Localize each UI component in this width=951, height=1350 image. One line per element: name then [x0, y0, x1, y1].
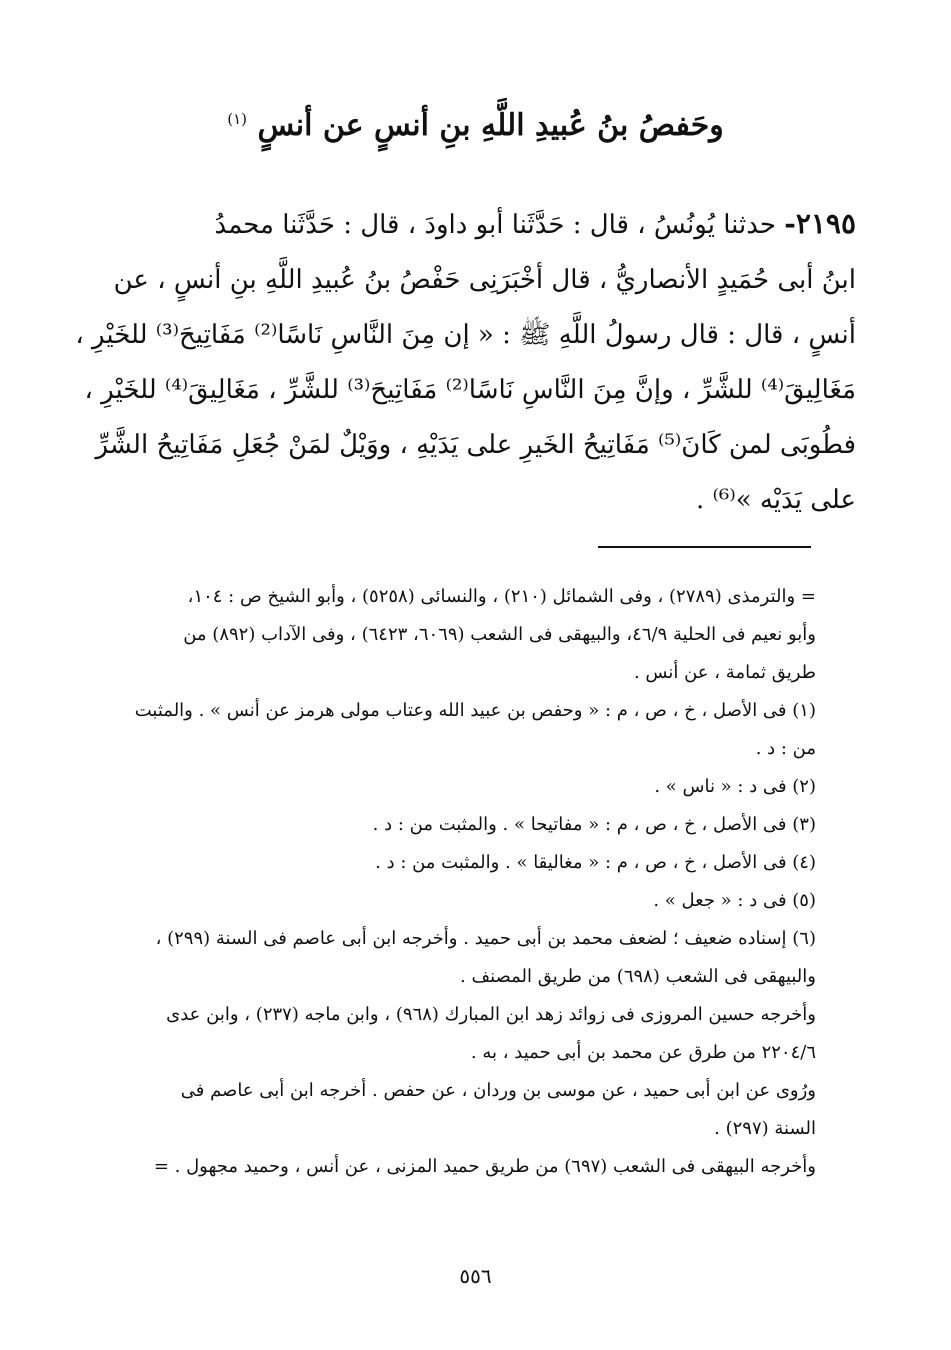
page-number: ٥٥٦ [459, 1264, 492, 1288]
heading-footnote-ref: (١) [227, 110, 248, 128]
footnote-line: = والترمذى (٢٧٨٩) ، وفى الشمائل (٢١٠) ، والنسائى (٥٢٥٨) ، وأبو الشيخ ص : ١٠٤، [187, 586, 816, 607]
hadith-text [75, 196, 856, 528]
footnote-divider [598, 546, 811, 548]
footnote-line: وأبو نعيم فى الحلية ٤٦/٩، والبيهقى فى الشعب (٦٠٦٩، ٦٤٢٣) ، وفى الآداب (٨٩٢) من [183, 624, 816, 645]
hadith-line-1-text: حدثنا يُونُسُ ، قال : حَدَّثَنا أبو داودَ ، قال : حَدَّثَنا محمدُ [214, 210, 776, 240]
footnote-line: (٥) فى د : « جعل » . [653, 890, 816, 911]
footnote-line: (١) فى الأصل ، خ ، ص ، م : « وحفص بن عبيد الله وعتاب مولى هرمز عن أنس » . والمثبت [134, 700, 816, 721]
footnote-line: السنة (٢٩٧) . [714, 1118, 816, 1139]
footnote-line: (٤) فى الأصل ، خ ، ص ، م : « مغاليقا » . والمثبت من : د . [375, 852, 816, 873]
hadith-line-1 [95, 196, 856, 253]
footnote-line: ٢٢٠٤/٦ من طرق عن محمد بن أبى حميد ، به . [470, 1042, 816, 1063]
footnote-line: طريق ثمامة ، عن أنس . [633, 662, 816, 683]
footnote-line: (٣) فى الأصل ، خ ، ص ، م : « مفاتيحا » . والمثبت من : د . [372, 814, 816, 835]
footnote-line: (٢) فى د : « ناس » . [654, 776, 816, 797]
footnote-line: وأخرجه البيهقى فى الشعب (٦٩٧) من طريق حميد المزنى ، عن أنس ، وحميد مجهول . = [153, 1156, 816, 1177]
footnote-line: (٦) إسناده ضعيف ؛ لضعف محمد بن أبى حميد . وأخرجه ابن أبى عاصم فى السنة (٢٩٩) ، [155, 928, 816, 949]
footnote-line: من : د . [755, 738, 816, 759]
footnote-line: وأخرجه حسين المروزى فى زوائد زهد ابن المبارك (٩٦٨) ، وابن ماجه (٢٣٧) ، وابن عدى [166, 1004, 816, 1025]
footnotes [95, 578, 816, 1186]
hadith-line-4: مَغَالِيقَ⁽⁴⁾ للشَّرِّ ، وإنَّ مِنَ النَّاسِ نَاسًا⁽²⁾ مَفَاتِيحَ⁽³⁾ للشَّرِّ ، مَغَالِيقَ⁽⁴⁾ للخَيْرِ ، [84, 375, 856, 405]
hadith-line-5: فطُوبَى لمن كَانَ⁽⁵⁾ مَفَاتِيحُ الخَيرِ على يَدَيْهِ ، ووَيْلٌ لمَنْ جُعَلِ مَفَاتِيحُ الشَّرِّ [95, 430, 856, 460]
hadith-line-3: أنسٍ ، قال : قال رسولُ اللَّهِ ﷺ : « إن مِنَ النَّاسِ نَاسًا⁽²⁾ مَفَاتِيحَ⁽³⁾ للخَيْرِ ، [75, 320, 856, 350]
footnote-line: ورُوى عن ابن أبى حميد ، عن موسى بن وردان ، عن حفص . أخرجه ابن أبى عاصم فى [180, 1080, 816, 1101]
hadith-line-6: على يَدَيْه »⁽⁶⁾ . [695, 485, 856, 515]
footnote-line: والبيهقى فى الشعب (٦٩٨) من طريق المصنف . [460, 966, 816, 987]
hadith-line-2: ابنُ أبى حُمَيدٍ الأنصاريُّ ، قال أخْبَرَنِى حَفْصُ بنُ عُبيدِ اللَّهِ بنِ أنسٍ ، عن [113, 265, 856, 295]
chapter-heading [0, 95, 951, 150]
hadith-number: ٢١٩٥- [784, 207, 856, 240]
chapter-title: وحَفصُ بنُ عُبيدِ اللَّهِ بنِ أنسٍ عن أنسٍ [257, 108, 724, 143]
